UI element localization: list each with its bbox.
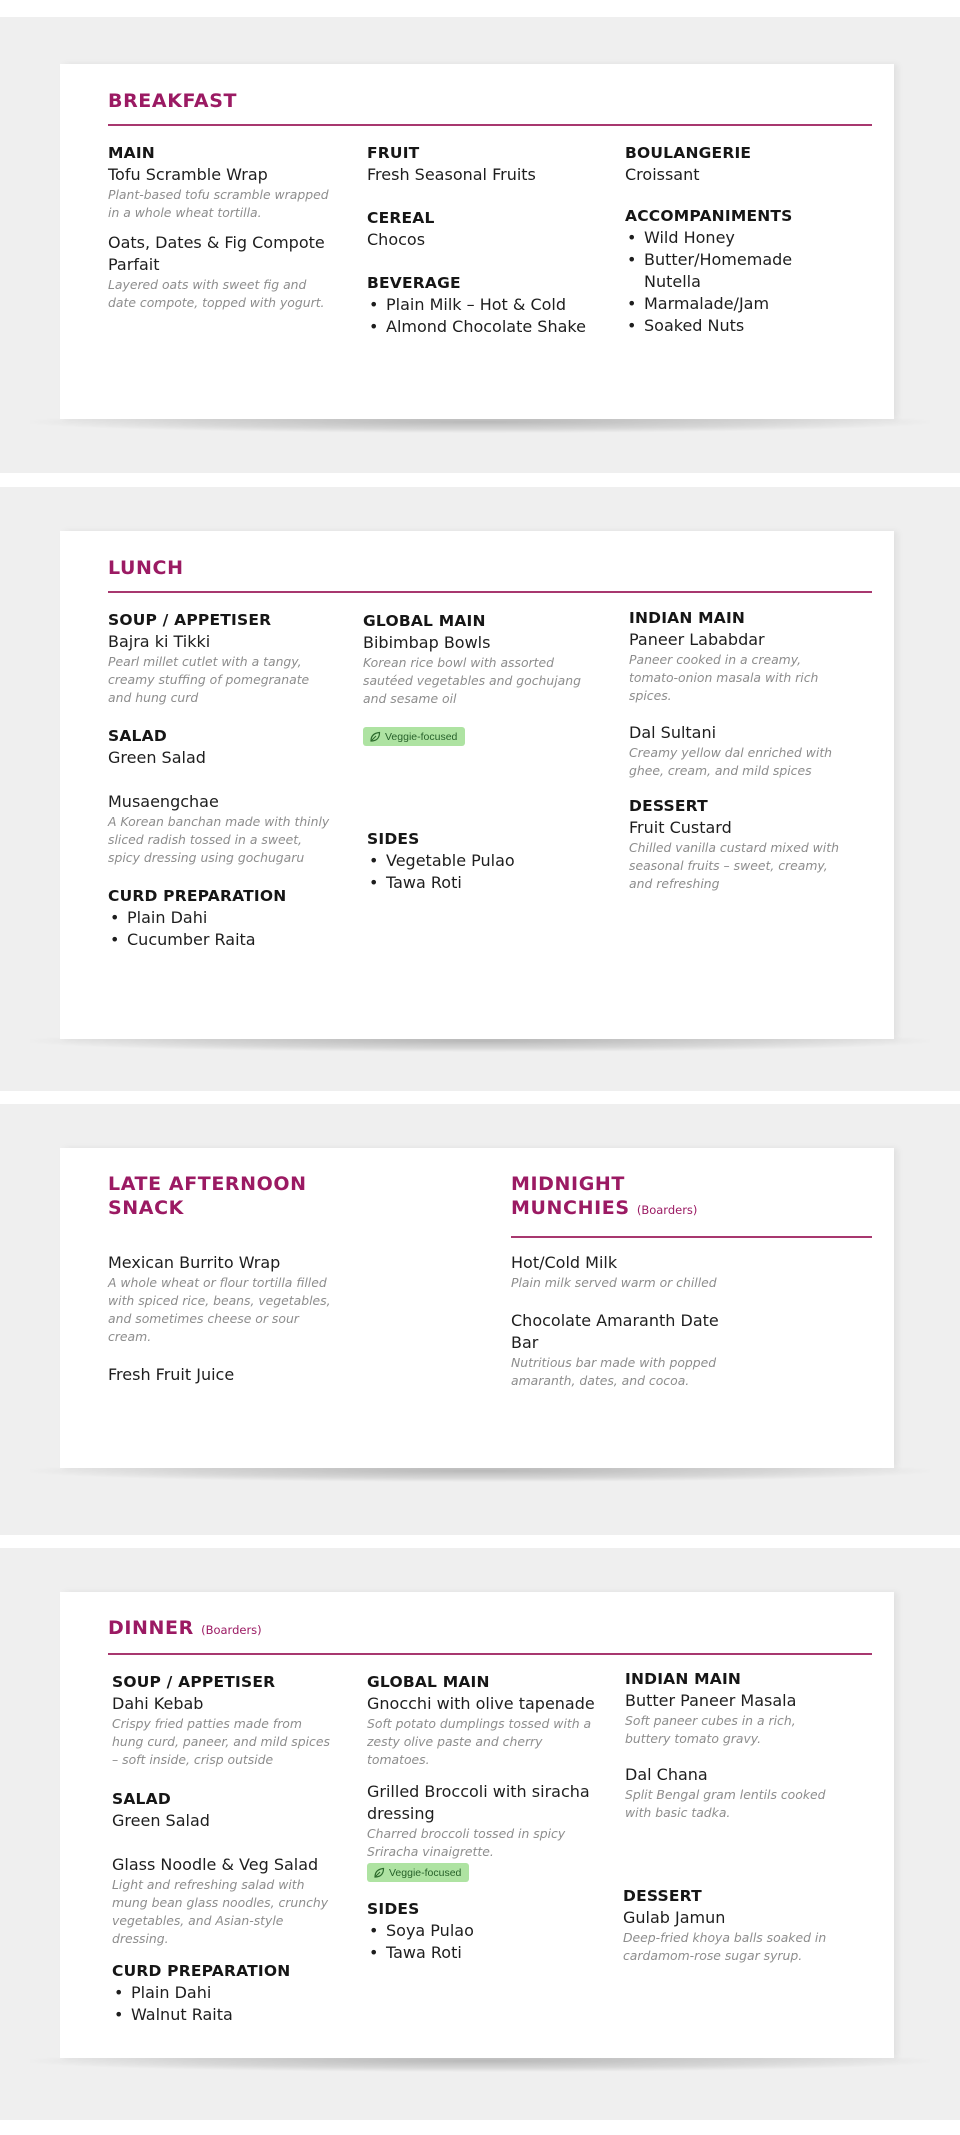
boarders-note: (Boarders) [636, 1203, 698, 1217]
course-heading: GLOBAL MAIN [367, 1673, 490, 1691]
dinner-soup-column [112, 1672, 337, 2026]
dish-description: Split Bengal gram lentils cooked with basic tadka. [625, 1787, 826, 1820]
section-title [108, 1172, 307, 1220]
dish-description: Pearl millet cutlet with a tangy, creamy stuffing of pomegranate and hung curd [108, 654, 310, 705]
beverage-list [367, 294, 607, 338]
list-item: • Marmalade/Jam [625, 293, 815, 315]
dish-name: Fresh Fruit Juice [108, 1365, 235, 1384]
breakfast-card [60, 64, 894, 419]
course-heading: SOUP / APPETISER [112, 1673, 276, 1691]
dish-name: Chocos [367, 230, 426, 249]
course-heading: ACCOMPANIMENTS [625, 207, 793, 225]
course-heading: SALAD [108, 727, 167, 745]
dish-name: Grilled Broccoli with siracha dressing [367, 1782, 590, 1823]
course-heading: BEVERAGE [367, 274, 461, 292]
course-heading: CEREAL [367, 209, 435, 227]
course-heading: SIDES [367, 1899, 420, 1918]
dish-name: Glass Noodle & Veg Salad [112, 1855, 319, 1874]
dish-description: Nutritious bar made with popped amaranth, dates, and cocoa. [511, 1355, 717, 1388]
course-heading: DESSERT [629, 797, 708, 815]
dish-name: Fruit Custard [629, 818, 732, 837]
course-heading: MAIN [108, 144, 155, 162]
dish-name: Green Salad [112, 1811, 210, 1830]
section-title [511, 1172, 697, 1222]
dish-name: Green Salad [108, 748, 206, 767]
lunch-card [60, 531, 894, 1039]
dinner-indian-main-column [625, 1669, 845, 1822]
sides-list [367, 1920, 597, 1964]
title-divider [511, 1236, 872, 1238]
dish-name: Gnocchi with olive tapenade [367, 1694, 595, 1713]
title-line: LATE AFTERNOON [108, 1173, 307, 1195]
veggie-focused-badge [363, 727, 465, 746]
lunch-soup-column [108, 610, 333, 951]
course-heading: SIDES [367, 830, 420, 848]
lunch-sides-column [367, 829, 597, 894]
dish-name: Dal Sultani [629, 723, 717, 742]
dish-description: Soft paneer cubes in a rich, buttery tomato gravy. [625, 1713, 796, 1746]
title-line: SNACK [108, 1197, 184, 1219]
dish-description: Plain milk served warm or chilled [511, 1275, 717, 1290]
boarders-note: (Boarders) [201, 1623, 262, 1637]
dish-description: Chilled vanilla custard mixed with seasonal fruits – sweet, creamy, and refreshing [629, 840, 839, 891]
curd-list [108, 907, 333, 951]
dinner-card [60, 1592, 894, 2058]
course-heading: SALAD [112, 1790, 171, 1808]
list-item: • Tawa Roti [367, 1942, 597, 1964]
breakfast-boulangerie-column [625, 143, 845, 337]
lunch-global-main-column [363, 611, 593, 747]
course-heading: DESSERT [623, 1887, 702, 1905]
dish-name: Bibimbap Bowls [363, 633, 491, 652]
dish-name: Dahi Kebab [112, 1694, 204, 1713]
list-item: • Tawa Roti [367, 872, 597, 894]
dish-description: Creamy yellow dal enriched with ghee, cream, and mild spices [629, 745, 833, 778]
dish-description: A whole wheat or flour tortilla filled with spiced rice, beans, vegetables, and sometimes cheese or sour cream. [108, 1275, 331, 1344]
section-title: BREAKFAST [108, 90, 238, 112]
section-title: LUNCH [108, 557, 184, 579]
dish-name: Butter Paneer Masala [625, 1691, 797, 1710]
section-title [108, 1616, 262, 1642]
dish-name: Hot/Cold Milk [511, 1253, 618, 1272]
course-heading: GLOBAL MAIN [363, 612, 486, 630]
course-heading: INDIAN MAIN [629, 609, 746, 627]
course-heading: BOULANGERIE [625, 144, 752, 162]
dish-name: Bajra ki Tikki [108, 632, 211, 651]
leaf-icon [369, 731, 381, 743]
leaf-icon [373, 1867, 385, 1879]
dish-description: Charred broccoli tossed in spicy Sriracha vinaigrette. [367, 1826, 566, 1859]
title-divider [108, 1653, 872, 1655]
midnight-list [511, 1252, 751, 1390]
list-item: • Butter/Homemade Nutella [625, 249, 815, 293]
course-heading: INDIAN MAIN [625, 1670, 742, 1688]
list-item: • Soya Pulao [367, 1920, 597, 1942]
dish-description: Crispy fried patties made from hung curd, paneer, and mild spices – soft inside, crisp outside [112, 1716, 330, 1767]
list-item: • Walnut Raita [112, 2004, 337, 2026]
course-heading: CURD PREPARATION [112, 1962, 291, 1980]
dish-name: Oats, Dates & Fig Compote Parfait [108, 233, 325, 274]
snack-list [108, 1252, 333, 1386]
dish-name: Tofu Scramble Wrap [108, 165, 268, 184]
dish-description: Deep-fried khoya balls soaked in cardamom-rose sugar syrup. [623, 1930, 827, 1963]
list-item: • Cucumber Raita [108, 929, 333, 951]
accompaniments-list [625, 227, 815, 337]
dish-name: Dal Chana [625, 1765, 708, 1784]
course-heading: SOUP / APPETISER [108, 611, 272, 629]
dish-description: Korean rice bowl with assorted sautéed vegetables and gochujang and sesame oil [363, 655, 581, 706]
dish-name: Musaengchae [108, 792, 219, 811]
title-line [511, 1196, 697, 1222]
dish-name: Croissant [625, 165, 700, 184]
dish-name: Gulab Jamun [623, 1908, 726, 1927]
course-heading: CURD PREPARATION [108, 887, 287, 905]
dish-name: Fresh Seasonal Fruits [367, 165, 536, 184]
dinner-global-main-column [367, 1672, 597, 1964]
badge-label: Veggie-focused [385, 730, 458, 743]
title-text: MUNCHIES [511, 1197, 630, 1219]
breakfast-main-column [108, 143, 333, 312]
dish-name: Paneer Lababdar [629, 630, 765, 649]
list-item: • Vegetable Pulao [367, 850, 597, 872]
list-item: • Wild Honey [625, 227, 815, 249]
list-item: • Plain Dahi [108, 907, 333, 929]
veggie-focused-badge [367, 1863, 469, 1882]
list-item: • Soaked Nuts [625, 315, 815, 337]
curd-list [112, 1982, 337, 2026]
dish-description: A Korean banchan made with thinly sliced radish tossed in a sweet, spicy dressing using gochugaru [108, 814, 330, 865]
snack-card [60, 1148, 894, 1468]
dish-description: Soft potato dumplings tossed with a zesty olive paste and cherry tomatoes. [367, 1716, 592, 1767]
dish-description: Layered oats with sweet fig and date compote, topped with yogurt. [108, 277, 325, 310]
sides-list [367, 850, 597, 894]
list-item: • Almond Chocolate Shake [367, 316, 607, 338]
breakfast-fruit-column [367, 143, 607, 338]
title-divider [108, 591, 872, 593]
title-divider [108, 124, 872, 126]
title-line: MIDNIGHT [511, 1173, 625, 1195]
dish-name: Chocolate Amaranth Date Bar [511, 1311, 719, 1352]
title-text: DINNER [108, 1617, 194, 1639]
course-heading: FRUIT [367, 144, 420, 162]
list-item: • Plain Milk – Hot & Cold [367, 294, 607, 316]
dinner-dessert-column [623, 1886, 843, 1965]
list-item: • Plain Dahi [112, 1982, 337, 2004]
dish-description: Plant-based tofu scramble wrapped in a whole wheat tortilla. [108, 187, 329, 220]
dish-description: Paneer cooked in a creamy, tomato-onion masala with rich spices. [629, 652, 819, 703]
veggie-badge-row [367, 1863, 597, 1883]
lunch-indian-main-column [629, 608, 844, 893]
badge-label: Veggie-focused [389, 1866, 462, 1879]
dish-name: Mexican Burrito Wrap [108, 1253, 281, 1272]
dish-description: Light and refreshing salad with mung bean glass noodles, crunchy vegetables, and Asian-style dressing. [112, 1877, 329, 1946]
veggie-badge-row [363, 727, 593, 747]
